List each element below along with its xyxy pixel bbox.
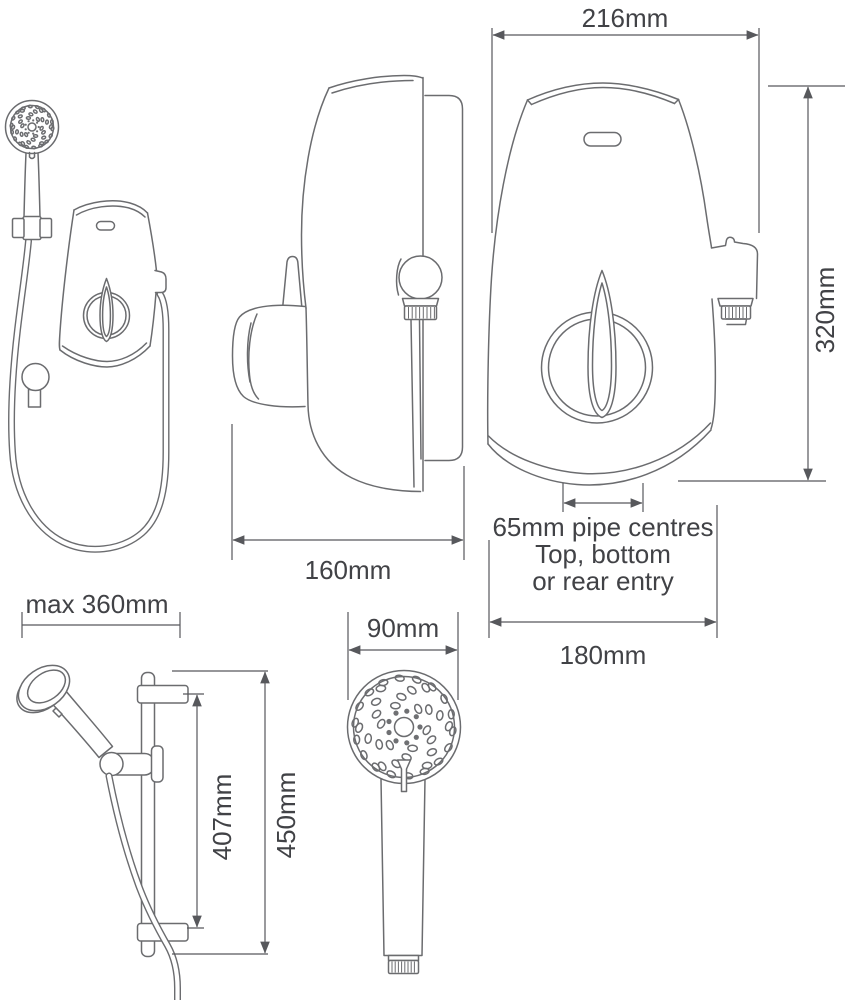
outlet-thread-side [405, 306, 437, 320]
unit-outlet-tab [155, 271, 166, 293]
outlet-elbow [399, 256, 442, 299]
dimension-bracket-span-407 [183, 694, 237, 928]
front-right-edge-lower [711, 299, 715, 429]
dim-rail-length-label: 450mm [271, 771, 301, 859]
dim-width-label: 216mm [581, 3, 669, 33]
hose-retaining-clip [22, 364, 49, 408]
dim-hose-reach-label: max 360mm [25, 589, 169, 619]
front-outlet-tip [726, 319, 747, 325]
view-front-with-hose [6, 101, 167, 550]
front-outlet-collar [718, 299, 753, 307]
front-right-edge-upper [679, 100, 712, 248]
rail-slider-clamp [152, 746, 164, 782]
rail-handset-ball-joint [100, 753, 123, 776]
dimension-hose-reach-360 [22, 589, 180, 638]
dim-depth-label: 160mm [304, 555, 392, 585]
side-bottom-edge [306, 308, 421, 492]
front-outlet-tab [712, 237, 758, 298]
dim-handset-diameter-label: 90mm [366, 613, 440, 643]
wall-mounted-handset [6, 101, 59, 240]
view-handset-detail [348, 671, 461, 974]
side-front-edge [302, 88, 330, 308]
handset-handle [24, 153, 40, 217]
view-side [233, 76, 463, 492]
view-riser-rail [9, 656, 188, 1000]
front-bottom-inner [489, 423, 711, 474]
clip-knob [22, 364, 49, 391]
unit-right-edge-lower [150, 293, 156, 346]
handset-detail-handle [381, 779, 425, 956]
rail-top-bracket [138, 686, 189, 704]
front-top-ends [528, 100, 679, 105]
side-pointer-blade [283, 257, 303, 310]
dimension-pipe-centres-65 [492, 483, 713, 596]
dimension-width-216 [492, 3, 759, 233]
shower-unit-small-front [59, 201, 166, 367]
dimension-height-320 [678, 86, 845, 481]
dim-bottom-width-label: 180mm [559, 640, 647, 670]
bracket-centre [23, 217, 41, 240]
rail-handset-handle [52, 691, 113, 758]
unit-vent-slot [97, 222, 115, 231]
unit-top-inner [77, 206, 146, 217]
unit-left-edge [59, 210, 74, 350]
outlet-collar-side [403, 299, 439, 307]
pipe-note-line3: or rear entry [532, 566, 674, 596]
pipe-note-line1: 65mm pipe centres [492, 512, 714, 542]
bracket-right-tab [40, 219, 52, 238]
front-outlet-thread-hatch [726, 307, 747, 318]
side-control-knob [233, 305, 306, 407]
unit-bottom-outer [60, 346, 150, 367]
dim-bracket-span-label: 407mm [207, 773, 237, 861]
bracket-left-tab [13, 219, 25, 238]
dim-height-label: 320mm [810, 266, 840, 354]
side-top-outer [329, 76, 423, 89]
pipe-note-line2: Top, bottom [535, 539, 671, 569]
front-vent-slot [584, 133, 621, 147]
side-top-inner [332, 81, 413, 94]
clip-base [29, 390, 41, 408]
view-front-large [488, 83, 758, 485]
handset-head-outer [6, 101, 59, 154]
dimension-depth-160 [232, 424, 464, 585]
unit-right-edge-upper [148, 213, 157, 271]
side-pipe-lines [411, 320, 421, 487]
front-left-edge [488, 100, 528, 444]
